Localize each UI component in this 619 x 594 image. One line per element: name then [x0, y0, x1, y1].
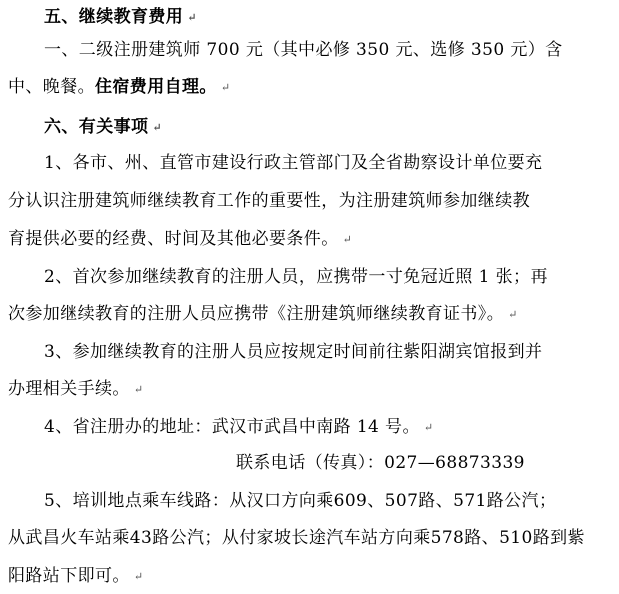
section-heading-fees [44, 6, 615, 29]
paragraph-mark-icon: ↵ [133, 383, 144, 396]
paragraph-mark-icon: ↵ [133, 570, 144, 583]
item-4-address-text: 4、省注册办的地址：武汉市武昌中南路 14 号。 [44, 417, 420, 437]
fees-paragraph-line-1 [44, 39, 615, 61]
item-5-line-1 [44, 490, 615, 512]
item-5-text-2: 从武昌火车站乘43路公汽；从付家坡长途汽车站方向乘578路、510路到紫 [8, 528, 585, 548]
paragraph-mark-icon: ↵ [187, 11, 197, 24]
item-3-line-2 [8, 378, 615, 401]
paragraph-mark-icon: ↵ [423, 421, 434, 434]
paragraph-mark-icon: ↵ [152, 121, 163, 134]
item-1-text-3: 育提供必要的经费、时间及其他必要条件。 [8, 229, 339, 249]
section-heading-matters-text: 六、有关事项 [44, 117, 149, 137]
contact-phone-line [236, 452, 615, 474]
item-4-address-line [44, 416, 615, 439]
paragraph-mark-icon: ↵ [220, 81, 231, 94]
section-heading-fees-text: 五、继续教育费用 [44, 7, 184, 27]
paragraph-mark-icon: ↵ [342, 233, 353, 246]
item-1-line-2 [8, 190, 615, 212]
item-3-line-1 [44, 341, 615, 363]
item-3-text-1: 3、参加继续教育的注册人员应按规定时间前往紫阳湖宾馆报到并 [44, 342, 543, 362]
item-5-text-3: 阳路站下即可。 [8, 566, 130, 586]
fees-paragraph-text-1: 一、二级注册建筑师 700 元（其中必修 350 元、选修 350 元）含 [44, 40, 563, 60]
item-2-line-1 [44, 266, 615, 288]
item-1-line-3 [8, 228, 615, 251]
item-2-text-1: 2、首次参加继续教育的注册人员，应携带一寸免冠近照 1 张；再 [44, 267, 548, 287]
item-5-line-3 [8, 565, 615, 588]
fees-paragraph-line-2 [8, 76, 615, 99]
item-1-text-1: 1、各市、州、直管市建设行政主管部门及全省勘察设计单位要充 [44, 153, 543, 173]
item-5-text-1: 5、培训地点乘车线路：从汉口方向乘609、507路、571路公汽； [44, 491, 557, 511]
contact-phone-text: 联系电话（传真）：027—68873339 [236, 453, 525, 473]
item-1-line-1 [44, 152, 615, 174]
item-2-text-2: 次参加继续教育的注册人员应携带《注册建筑师继续教育证书》。 [8, 304, 505, 324]
paragraph-mark-icon: ↵ [508, 308, 518, 321]
item-2-line-2 [8, 303, 615, 326]
section-heading-matters [44, 116, 615, 139]
item-1-text-2: 分认识注册建筑师继续教育工作的重要性，为注册建筑师参加继续教 [8, 191, 530, 211]
item-5-line-2 [8, 527, 615, 549]
fees-paragraph-text-2: 中、晚餐。 [8, 77, 95, 97]
item-3-text-2: 办理相关手续。 [8, 379, 130, 399]
accommodation-note: 住宿费用自理。 [95, 77, 217, 97]
